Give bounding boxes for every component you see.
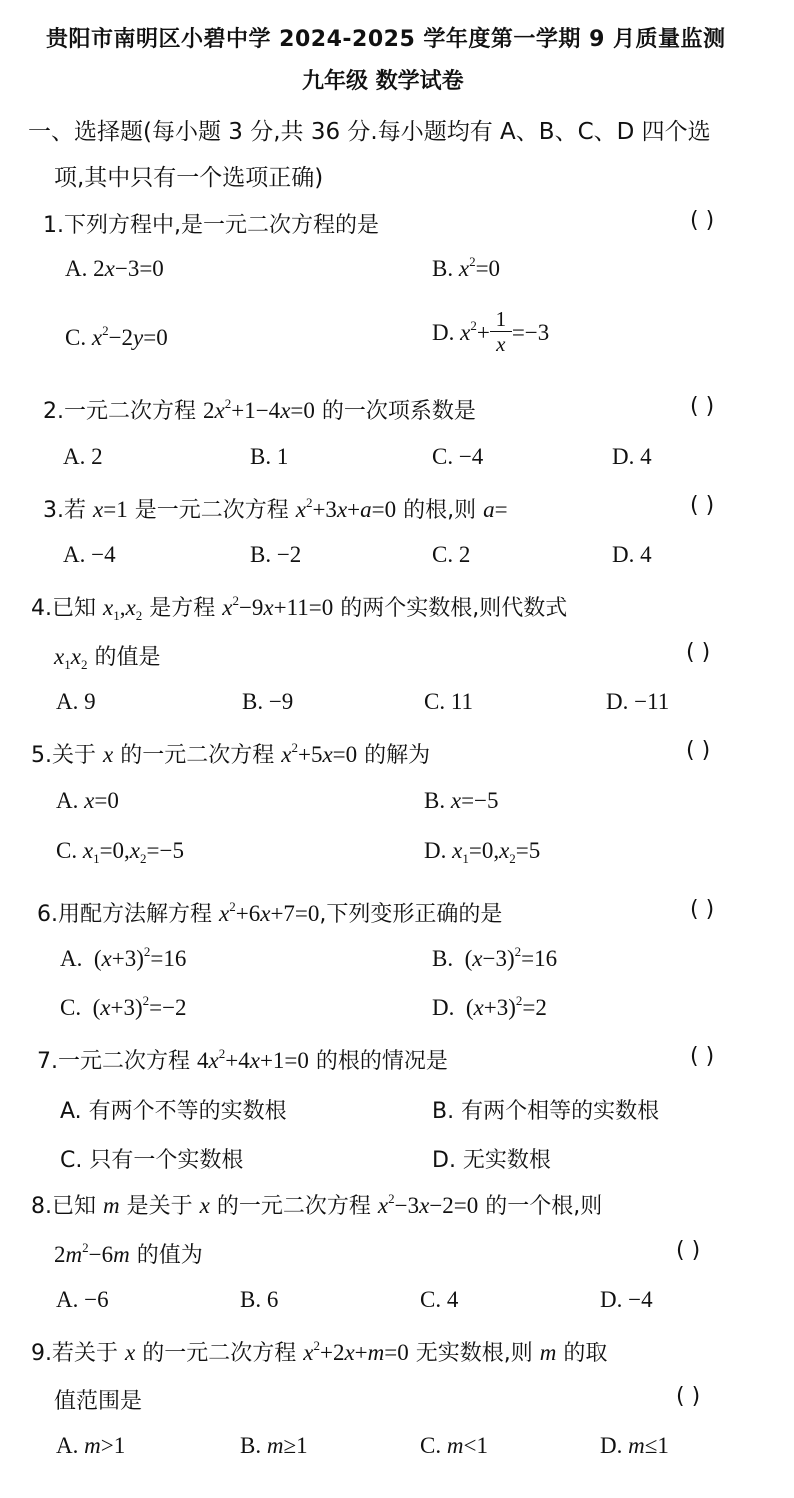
option-2d[interactable]: D. 4 [612,444,652,469]
option-9a[interactable]: A. m>1 [56,1433,126,1458]
question-stem: 的解为 [364,743,431,768]
question-stem: 用配方法解方程 [58,902,213,927]
expression: $x^2+5x=0$ [281,740,358,767]
option-9b[interactable]: B. m≥1 [240,1433,308,1458]
option-3a[interactable]: A. −4 [63,542,116,567]
question-4-cont [54,640,160,671]
option-3d[interactable]: D. 4 [612,542,652,567]
question-stem: 的一元二次方程 [142,1341,297,1366]
question-number: 7. [37,1049,58,1074]
expression: x=1 [93,497,128,522]
option-3b[interactable]: B. −2 [250,542,302,567]
exam-title: 贵阳市南明区小碧中学 2024-2025 学年度第一学期 9 月质量监测 [46,27,726,52]
question-stem: 已知 [52,1194,97,1219]
question-stem: 的根,则 [403,498,477,523]
question-number: 9. [31,1341,52,1366]
expression: $x_1x_2$ [54,644,88,672]
question-stem: 若关于 [52,1341,119,1366]
option-1c[interactable]: C. $x^2-2y=0$ [65,323,168,350]
answer-paren[interactable]: ( ) [690,897,715,922]
question-stem: 关于 [52,743,97,768]
question-stem: 的两个实数根,则代数式 [340,596,568,621]
question-stem: 的值是 [94,645,161,670]
answer-paren[interactable]: ( ) [690,208,715,233]
expression: m [539,1340,557,1365]
question-7 [37,1044,448,1075]
option-7a[interactable]: A. 有两个不等的实数根 [60,1099,287,1124]
expression: $x^2+6x+7=0$ [219,899,320,926]
question-number: 5. [31,743,52,768]
question-stem: 无实数根,则 [415,1341,533,1366]
question-3 [43,493,508,524]
expression: $2x^2+1-4x=0$ [203,396,315,423]
exam-subtitle: 九年级 数学试卷 [302,69,464,94]
answer-paren[interactable]: ( ) [686,738,711,763]
question-stem: 下列方程中,是一元二次方程的是 [64,213,379,238]
expression: $x^2-9x+11=0$ [222,593,334,620]
option-8c[interactable]: C. 4 [420,1287,459,1312]
question-6 [37,897,502,928]
expression: $4x^2+4x+1=0$ [197,1046,309,1073]
option-1b[interactable]: B. $x^2=0$ [432,254,501,281]
answer-paren[interactable]: ( ) [686,640,711,665]
expression: $x^2-3x-2=0$ [377,1191,479,1218]
option-8b[interactable]: B. 6 [240,1287,279,1312]
option-2c[interactable]: C. −4 [432,444,484,469]
question-stem: 若 [64,498,87,523]
option-1d[interactable]: D. $x^2+$ $\frac{1}{x}$ =−3 [432,307,550,356]
question-8-cont [54,1238,203,1269]
expression: m [103,1193,120,1218]
option-8d[interactable]: D. −4 [600,1287,653,1312]
option-4b[interactable]: B. −9 [242,689,294,714]
option-2b[interactable]: B. 1 [250,444,289,469]
option-4a[interactable]: A. 9 [56,689,96,714]
option-2a[interactable]: A. 2 [63,444,103,469]
option-5a[interactable]: A. x=0 [56,788,119,813]
option-4d[interactable]: D. −11 [606,689,670,714]
question-number: 8. [31,1194,52,1219]
answer-paren[interactable]: ( ) [676,1238,701,1263]
question-stem: 的一个根,则 [485,1194,603,1219]
question-stem: 是一元二次方程 [134,498,289,523]
option-9d[interactable]: D. m≤1 [600,1433,669,1458]
question-9 [31,1336,607,1367]
question-number: 6. [37,902,58,927]
section-heading-cont: 项,其中只有一个选项正确) [54,165,324,191]
question-stem: 的取 [563,1341,608,1366]
question-stem: 是方程 [149,596,216,621]
option-3c[interactable]: C. 2 [432,542,471,567]
answer-paren[interactable]: ( ) [690,1044,715,1069]
answer-paren[interactable]: ( ) [676,1384,701,1409]
question-number: 2. [43,399,64,424]
option-6d[interactable]: D. $(x+3)^2=2$ [432,993,547,1020]
question-stem: 的一元二次方程 [216,1194,371,1219]
expression: x [125,1340,136,1365]
expression: $x^2+2x+m=0$ [303,1338,409,1365]
option-7c[interactable]: C. 只有一个实数根 [60,1148,244,1173]
question-stem: 的一元二次方程 [120,743,275,768]
expression: $x^2+3x+a=0$ [295,495,397,522]
fraction: $\frac{1}{x}$ [490,307,512,356]
question-number: 1. [43,213,64,238]
question-stem: 的值为 [136,1243,203,1268]
option-6b[interactable]: B. $(x-3)^2=16$ [432,944,558,971]
answer-paren[interactable]: ( ) [690,493,715,518]
section-heading: 一、选择题(每小题 3 分,共 36 分.每小题均有 A、B、C、D 四个选 [28,119,711,145]
question-2 [43,394,476,425]
question-8 [31,1189,602,1220]
option-5d[interactable]: D. $x_1=0,x_2=5$ [424,838,541,866]
question-stem: 是关于 [126,1194,193,1219]
question-1 [43,208,379,239]
option-6c[interactable]: C. $(x+3)^2=-2$ [60,993,187,1020]
question-9-cont: 值范围是 [54,1389,143,1414]
option-4c[interactable]: C. 11 [424,689,473,714]
question-stem: 一元二次方程 [58,1049,191,1074]
question-stem: 的根的情况是 [315,1049,448,1074]
question-number: 3. [43,498,64,523]
option-5c[interactable]: C. $x_1=0,x_2=-5$ [56,838,184,866]
expression: $x_1,x_2$ [103,595,143,623]
question-stem: 已知 [52,596,97,621]
option-6a[interactable]: A. $(x+3)^2=16$ [60,944,187,971]
question-stem: 的一次项系数是 [321,399,476,424]
option-7b[interactable]: B. 有两个相等的实数根 [432,1099,660,1124]
question-5 [31,738,430,769]
option-7d[interactable]: D. 无实数根 [432,1148,551,1173]
question-4 [31,591,567,622]
expression: a= [483,497,508,522]
option-5b[interactable]: B. x=−5 [424,788,499,813]
question-stem: ,下列变形正确的是 [319,902,503,927]
option-9c[interactable]: C. m<1 [420,1433,488,1458]
answer-paren[interactable]: ( ) [690,394,715,419]
expression: $2m^2-6m$ [54,1240,130,1267]
option-8a[interactable]: A. −6 [56,1287,109,1312]
expression: x [199,1193,210,1218]
expression: x [103,742,114,767]
option-1a[interactable]: A. 2x−3=0 [65,256,164,281]
question-number: 4. [31,596,52,621]
question-stem: 一元二次方程 [64,399,197,424]
